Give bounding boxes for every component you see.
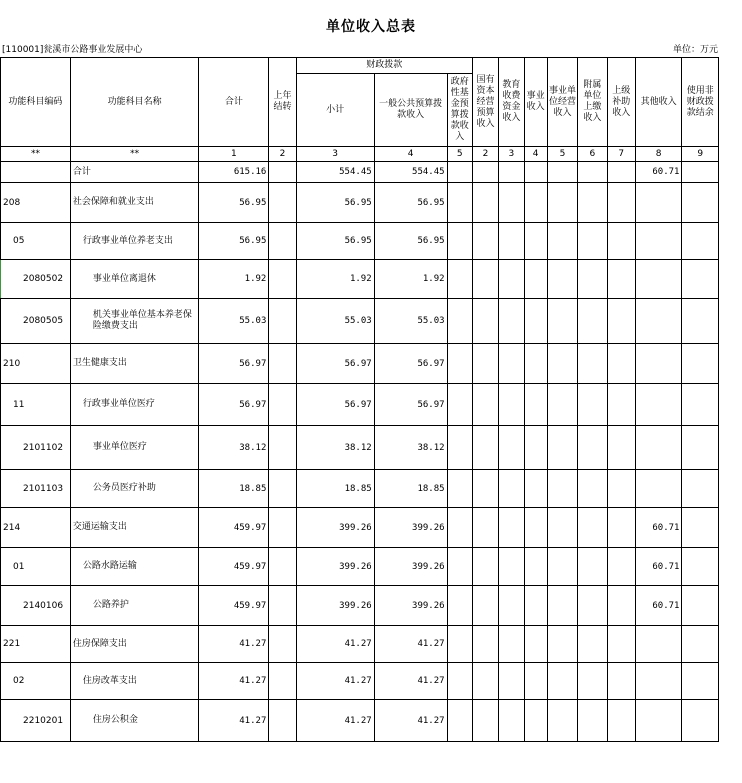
row-nonfiscal [682,162,719,183]
table-row [1,470,719,508]
row-empty-cell [499,183,524,223]
row-empty-cell [578,663,607,700]
table-row [1,548,719,586]
row-code: 01 [1,548,71,586]
row-total: 56.95 [199,183,269,223]
column-index-cell: 2 [472,147,498,162]
row-empty-cell [524,299,547,344]
row-empty-cell [547,586,577,626]
row-name: 住房公积金 [70,700,199,742]
row-empty-cell [499,470,524,508]
column-index-cell: 7 [607,147,635,162]
row-empty-cell [607,548,635,586]
row-nonfiscal [682,700,719,742]
row-total: 459.97 [199,508,269,548]
header-general-budget: 一般公共预算拨款收入 [374,74,447,147]
row-empty-cell [524,548,547,586]
row-empty-cell [547,700,577,742]
row-nonfiscal [682,548,719,586]
header-code: 功能科目编码 [1,58,71,147]
row-empty-cell [472,700,498,742]
row-empty-cell [524,470,547,508]
row-carryover [269,663,296,700]
row-nonfiscal [682,586,719,626]
row-empty-cell [524,162,547,183]
row-empty-cell [578,626,607,663]
row-code: 11 [1,384,71,426]
row-other [635,183,682,223]
row-total: 38.12 [199,426,269,470]
row-empty-cell [447,548,472,586]
row-empty-cell [472,626,498,663]
row-empty-cell [447,183,472,223]
row-carryover [269,548,296,586]
unit-name: [110001]瓮溪市公路事业发展中心 [2,45,143,55]
row-total: 459.97 [199,586,269,626]
row-carryover [269,183,296,223]
row-empty-cell [499,508,524,548]
row-subtotal: 399.26 [296,548,374,586]
row-name: 公务员医疗补助 [70,470,199,508]
row-general-budget: 56.97 [374,384,447,426]
row-empty-cell [447,299,472,344]
report-title: 单位收入总表 [326,19,416,35]
row-name: 住房改革支出 [70,663,199,700]
row-nonfiscal [682,426,719,470]
row-other: 60.71 [635,586,682,626]
row-empty-cell [578,426,607,470]
row-other: 60.71 [635,508,682,548]
header-operating: 事业单位经营收入 [547,58,577,147]
header-nonfiscal: 使用非财政拨款结余 [682,58,719,147]
row-empty-cell [547,548,577,586]
row-general-budget: 18.85 [374,470,447,508]
row-other [635,260,682,299]
row-carryover [269,162,296,183]
row-empty-cell [499,663,524,700]
row-name: 公路养护 [70,586,199,626]
row-nonfiscal [682,626,719,663]
row-general-budget: 38.12 [374,426,447,470]
row-empty-cell [447,260,472,299]
row-empty-cell [447,344,472,384]
row-subtotal: 399.26 [296,508,374,548]
column-index-cell: 3 [499,147,524,162]
table-row [1,626,719,663]
row-nonfiscal [682,344,719,384]
row-name: 机关事业单位基本养老保险缴费支出 [70,299,199,344]
column-index-cell: 5 [547,147,577,162]
row-empty-cell [524,626,547,663]
row-total: 56.95 [199,223,269,260]
row-nonfiscal [682,223,719,260]
row-code: 214 [1,508,71,548]
header-edu-fee: 教育收费资金收入 [499,58,524,147]
row-total: 41.27 [199,626,269,663]
row-subtotal: 399.26 [296,586,374,626]
row-empty-cell [607,223,635,260]
row-general-budget: 399.26 [374,508,447,548]
row-subtotal: 56.95 [296,183,374,223]
row-empty-cell [472,586,498,626]
table-row [1,183,719,223]
row-subtotal: 554.45 [296,162,374,183]
row-empty-cell [524,223,547,260]
row-empty-cell [547,384,577,426]
row-nonfiscal [682,384,719,426]
header-fiscal-group: 财政拨款 [296,58,472,74]
row-empty-cell [472,162,498,183]
row-carryover [269,260,296,299]
row-empty-cell [472,260,498,299]
row-empty-cell [499,299,524,344]
row-empty-cell [447,586,472,626]
row-subtotal: 56.97 [296,384,374,426]
row-empty-cell [578,183,607,223]
table-row [1,508,719,548]
row-empty-cell [578,586,607,626]
header-affiliated: 附属单位上缴收入 [578,58,607,147]
row-name: 公路水路运输 [70,548,199,586]
row-empty-cell [547,663,577,700]
row-general-budget: 399.26 [374,548,447,586]
row-name: 行政事业单位医疗 [70,384,199,426]
row-other [635,626,682,663]
row-carryover [269,508,296,548]
row-carryover [269,586,296,626]
column-index-cell: 8 [635,147,682,162]
column-index-cell: 3 [296,147,374,162]
row-empty-cell [499,586,524,626]
row-carryover [269,299,296,344]
row-subtotal: 38.12 [296,426,374,470]
row-empty-cell [607,470,635,508]
row-other: 60.71 [635,548,682,586]
row-empty-cell [607,508,635,548]
row-empty-cell [524,384,547,426]
row-name: 社会保障和就业支出 [70,183,199,223]
row-empty-cell [447,700,472,742]
income-summary-table [0,57,719,742]
row-code: 210 [1,344,71,384]
header-other: 其他收入 [635,58,682,147]
row-subtotal: 56.95 [296,223,374,260]
row-empty-cell [524,426,547,470]
row-subtotal: 1.92 [296,260,374,299]
row-carryover [269,626,296,663]
row-empty-cell [607,183,635,223]
column-index-cell: ** [1,147,71,162]
row-other: 60.71 [635,162,682,183]
row-empty-cell [472,299,498,344]
row-nonfiscal [682,183,719,223]
row-subtotal: 41.27 [296,663,374,700]
row-general-budget: 56.95 [374,223,447,260]
row-other [635,426,682,470]
row-nonfiscal [682,260,719,299]
row-empty-cell [472,384,498,426]
row-general-budget: 41.27 [374,626,447,663]
header-name: 功能科目名称 [70,58,199,147]
header-business: 事业收入 [524,58,547,147]
row-code: 2080505 [1,299,71,344]
column-index-cell: 9 [682,147,719,162]
currency-unit: 单位：万元 [672,45,718,55]
row-empty-cell [447,426,472,470]
row-total: 615.16 [199,162,269,183]
row-empty-cell [472,508,498,548]
column-index-cell: 6 [578,147,607,162]
row-total: 55.03 [199,299,269,344]
row-empty-cell [447,508,472,548]
row-empty-cell [578,260,607,299]
row-empty-cell [578,470,607,508]
row-name: 合计 [70,162,199,183]
row-general-budget: 41.27 [374,700,447,742]
row-empty-cell [472,663,498,700]
row-empty-cell [578,384,607,426]
row-empty-cell [524,344,547,384]
row-nonfiscal [682,470,719,508]
row-general-budget: 56.95 [374,183,447,223]
row-code: 2101102 [1,426,71,470]
row-empty-cell [447,663,472,700]
row-empty-cell [547,260,577,299]
row-empty-cell [578,700,607,742]
table-row [1,223,719,260]
row-total: 41.27 [199,663,269,700]
column-index-cell: 4 [374,147,447,162]
row-other [635,384,682,426]
row-empty-cell [472,183,498,223]
table-row [1,299,719,344]
row-empty-cell [447,626,472,663]
row-subtotal: 55.03 [296,299,374,344]
row-empty-cell [578,223,607,260]
table-row [1,260,719,299]
row-carryover [269,384,296,426]
row-empty-cell [499,384,524,426]
row-general-budget: 55.03 [374,299,447,344]
row-empty-cell [547,426,577,470]
row-empty-cell [447,162,472,183]
table-row [1,663,719,700]
row-general-budget: 1.92 [374,260,447,299]
row-nonfiscal [682,299,719,344]
row-empty-cell [607,426,635,470]
row-general-budget: 56.97 [374,344,447,384]
row-empty-cell [447,470,472,508]
header-total: 合计 [199,58,269,147]
row-code: 2080502 [1,260,71,299]
row-empty-cell [578,508,607,548]
table-row [1,162,719,183]
row-empty-cell [472,548,498,586]
row-total: 1.92 [199,260,269,299]
row-general-budget: 399.26 [374,586,447,626]
row-empty-cell [607,700,635,742]
row-code: 02 [1,663,71,700]
row-empty-cell [524,700,547,742]
row-empty-cell [547,626,577,663]
row-code: 208 [1,183,71,223]
row-empty-cell [499,260,524,299]
row-carryover [269,344,296,384]
row-general-budget: 554.45 [374,162,447,183]
column-index-cell: ** [70,147,199,162]
row-empty-cell [472,223,498,260]
row-name: 事业单位医疗 [70,426,199,470]
row-subtotal: 41.27 [296,700,374,742]
column-index-cell: 1 [199,147,269,162]
row-empty-cell [499,344,524,384]
row-empty-cell [607,260,635,299]
row-empty-cell [547,223,577,260]
table-row [1,426,719,470]
row-code [1,162,71,183]
row-empty-cell [578,344,607,384]
row-general-budget: 41.27 [374,663,447,700]
row-carryover [269,470,296,508]
row-code: 221 [1,626,71,663]
row-subtotal: 41.27 [296,626,374,663]
row-empty-cell [607,663,635,700]
row-other [635,700,682,742]
row-name: 卫生健康支出 [70,344,199,384]
row-empty-cell [547,470,577,508]
row-total: 41.27 [199,700,269,742]
row-empty-cell [547,162,577,183]
row-carryover [269,700,296,742]
row-empty-cell [547,183,577,223]
row-name: 交通运输支出 [70,508,199,548]
row-empty-cell [607,162,635,183]
row-other [635,663,682,700]
column-index-row [1,147,719,162]
row-nonfiscal [682,508,719,548]
row-total: 459.97 [199,548,269,586]
row-empty-cell [499,700,524,742]
row-subtotal: 18.85 [296,470,374,508]
header-superior: 上级补助收入 [607,58,635,147]
row-empty-cell [607,384,635,426]
column-index-cell: 4 [524,147,547,162]
row-name: 事业单位离退休 [70,260,199,299]
row-empty-cell [547,344,577,384]
row-other [635,223,682,260]
row-empty-cell [607,586,635,626]
row-empty-cell [607,344,635,384]
row-nonfiscal [682,663,719,700]
header-state-capital: 国有资本经营预算收入 [472,58,498,147]
row-empty-cell [524,260,547,299]
row-empty-cell [524,183,547,223]
row-empty-cell [447,384,472,426]
row-code: 2210201 [1,700,71,742]
row-carryover [269,223,296,260]
row-empty-cell [499,426,524,470]
row-total: 18.85 [199,470,269,508]
row-code: 2140106 [1,586,71,626]
row-empty-cell [472,470,498,508]
row-name: 行政事业单位养老支出 [70,223,199,260]
row-other [635,299,682,344]
row-subtotal: 56.97 [296,344,374,384]
table-row [1,700,719,742]
row-total: 56.97 [199,344,269,384]
row-empty-cell [447,223,472,260]
header-subtotal: 小计 [296,74,374,147]
row-total: 56.97 [199,384,269,426]
row-empty-cell [499,162,524,183]
row-empty-cell [578,299,607,344]
row-empty-cell [524,663,547,700]
header-gov-fund: 政府性基金预算拨款收入 [447,74,472,147]
row-empty-cell [524,586,547,626]
row-carryover [269,426,296,470]
row-code: 05 [1,223,71,260]
table-row [1,384,719,426]
row-empty-cell [472,426,498,470]
row-empty-cell [472,344,498,384]
row-empty-cell [547,508,577,548]
row-empty-cell [607,299,635,344]
row-empty-cell [607,626,635,663]
column-index-cell: 2 [269,147,296,162]
table-row [1,344,719,384]
row-empty-cell [499,548,524,586]
row-empty-cell [578,548,607,586]
row-empty-cell [499,626,524,663]
row-empty-cell [499,223,524,260]
header-carryover: 上年结转 [269,58,296,147]
row-code: 2101103 [1,470,71,508]
table-row [1,586,719,626]
row-other [635,344,682,384]
row-empty-cell [524,508,547,548]
row-name: 住房保障支出 [70,626,199,663]
row-other [635,470,682,508]
row-empty-cell [578,162,607,183]
row-empty-cell [547,299,577,344]
column-index-cell: 5 [447,147,472,162]
